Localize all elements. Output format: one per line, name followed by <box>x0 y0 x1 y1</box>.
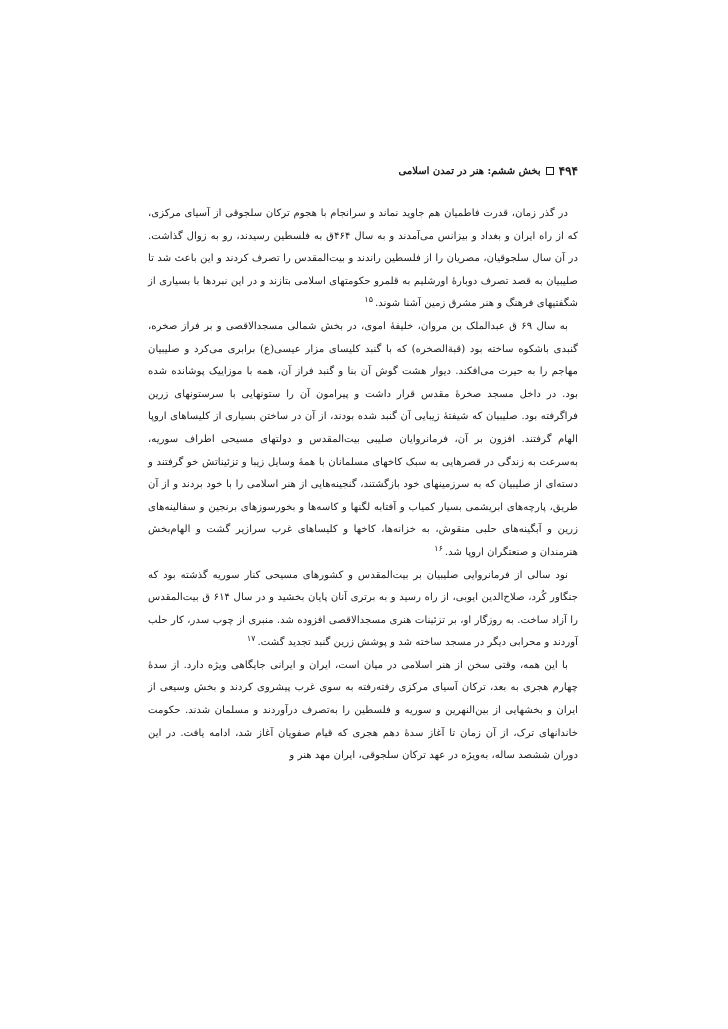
paragraph-text: نود سالی از فرمانروایی صلیبیان بر بیت‌المقدس و کشورهای مسیحی کنار سوریه گذشته بود که جنگاور کُرد، صلاح‌الدین ایوبی، از راه رسید و به برتری آنان پایان بخشید و در سال ۶۱۴ ق بیت‌المقدس را آزاد ساخت. به روزگار او، بر تزئینات هنری مسجدالاقصی افزوده شد. منبری از چوب سدر، کار حلب آوردند و محرابی دیگر در مسجد ساخته شد و پوشش زرین گنبد تجدید گشت. <box>148 569 578 649</box>
paragraph-text: به سال ۶۹ ق عبدالملک بن مروان، خلیفهٔ اموی، در بخش شمالی مسجدالاقصی و بر فراز صخره، گنبدی باشکوه ساخته بود (قبةالصخره) که با گنبد کلیسای مزار عیسی(ع) برابری می‌کرد و صلیبیان مهاجم را به حیرت می‌افکند. دیوار هشت گوش آن بنا و گنبد فراز آن، همه با موزاییک پوشانده شده بود. در داخل مسجد صخرهٔ مقدس قرار داشت و پیرامون آن را ستونهایی با سرستونهای زرین فراگرفته بود. صلیبیان که شیفتهٔ زیبایی آن گنبد شده بودند، از آن در ساختن بسیاری از کلیساهای اروپا الهام گرفتند. افزون بر آن، فرمانروایان صلیبی بیت‌المقدس و دولتهای مسیحی اطراف سوریه، به‌سرعت به زندگی در قصرهایی به سبک کاخهای مسلمانان با همهٔ وسایل زیبا و تزئیناتش خو گرفتند و دسته‌ای از صلیبیان که به سرزمینهای خود بازگشتند، گنجینه‌هایی از هنر اسلامی را با خود بردند و از آن طریق، پارچه‌های ابریشمی بسیار کمیاب و آفتابه لگنها و کاسه‌ها و بخورسوزهای برنجین و سفالینه‌های زرین و آبگینه‌های حلبی منقوش، به خزانه‌ها، کاخها و کلیساهای غرب سرازیر گشت و الهام‌بخش هنرمندان و صنعتگران اروپا شد. <box>148 320 578 558</box>
book-page <box>148 0 578 1029</box>
square-bullet-icon <box>546 167 554 175</box>
paragraph <box>148 655 578 768</box>
paragraph <box>148 316 578 565</box>
body-text <box>148 203 578 768</box>
footnote-reference: ۱۶ <box>434 543 443 553</box>
paragraph-text: در گذر زمان، قدرت فاطمیان هم جاوید نماند و سرانجام با هجوم ترکان سلجوقی از آسیای مرکزی، که از راه ایران و بغداد و بیزانس می‌آمدند و به سال ۴۶۴ق به فلسطین رسیدند، رو به زوال گذاشت. در آن سال سلجوقیان، مصریان را از فلسطین راندند و بیت‌المقدس را تصرف کردند و این باعث شد تا صلیبیان به قصد تصرف دوبارهٔ اورشلیم به قلمرو حکومتهای اسلامی بتازند و در این نبردها با بسیاری از شگفتیهای فرهنگ و هنر مشرق زمین آشنا شوند. <box>148 208 578 310</box>
paragraph-text: با این همه، وقتی سخن از هنر اسلامی در میان است، ایران و ایرانی جایگاهی ویژه دارد. از سدهٔ چهارم هجری به بعد، ترکان آسیای مرکزی رفته‌رفته به سوی غرب پیشروی کردند و بخش وسیعی از ایران و بخشهایی از بین‌النهرین و سوریه و فلسطین را به‌تصرف درآوردند و مسلمان شدند. حکومت خاندانهای ترک، از آن زمان تا آغاز سدهٔ دهم هجری که قیام صفویان آغاز شد، ادامه یافت. در این دوران ششصد ساله، به‌ویژه در عهد ترکان سلجوقی، ایران مهد هنر و <box>148 659 578 762</box>
running-header <box>399 164 578 178</box>
page-number: ۴۹۴ <box>558 164 578 178</box>
footnote-reference: ۱۵ <box>364 294 373 304</box>
chapter-title: بخش ششم: هنر در تمدن اسلامی <box>398 165 541 177</box>
paragraph <box>148 565 578 655</box>
footnote-reference: ۱۷ <box>246 633 256 643</box>
paragraph <box>148 203 578 316</box>
